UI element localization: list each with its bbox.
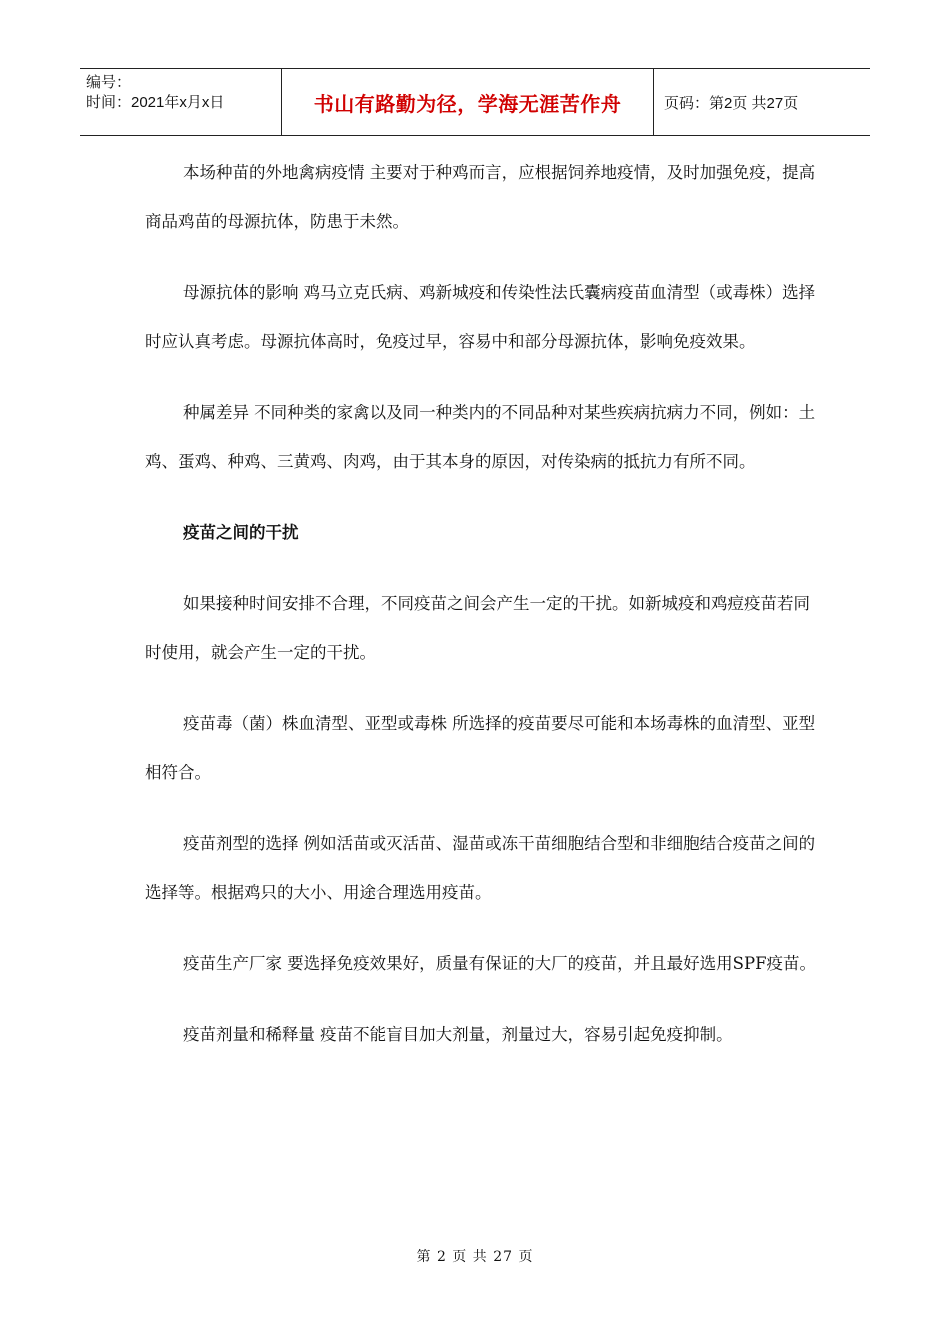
paragraph: [145, 939, 820, 988]
paragraph: [145, 268, 820, 366]
paragraph: [145, 1010, 820, 1059]
paragraph-term: 种属差异: [182, 403, 249, 422]
paragraph-term: 疫苗剂量和稀释量: [182, 1025, 315, 1044]
page-footer: 第 2 页 共 27 页: [416, 1249, 534, 1265]
section-heading: 疫苗之间的干扰: [182, 523, 299, 542]
paragraph-text: 要选择免疫效果好，质量有保证的大厂的疫苗，并且最好选用SPF疫苗。: [281, 954, 817, 973]
document-header: [80, 68, 870, 136]
paragraph-text: 例如活苗或灭活苗、湿苗或冻干苗细胞结合型和非细胞结合疫苗之间的选择等。根据鸡只的大小、用途合理选用疫苗。: [145, 834, 816, 902]
header-motto: 书山有路勤为径，学海无涯苦作舟: [282, 69, 654, 135]
paragraph-term: 本场种苗的外地禽病疫情: [182, 163, 365, 182]
paragraph: [145, 388, 820, 486]
paragraph-text: 所选择的疫苗要尽可能和本场毒株的血清型、亚型相符合。: [145, 714, 816, 782]
header-meta-cell: [80, 69, 282, 135]
paragraph-text: 鸡马立克氏病、鸡新城疫和传染性法氏囊病疫苗血清型（或毒株）选择时应认真考虑。母源抗体高时，免疫过早，容易中和部分母源抗体，影响免疫效果。: [145, 283, 816, 351]
paragraph-term: 疫苗生产厂家: [182, 954, 282, 973]
paragraph-text: 疫苗不能盲目加大剂量，剂量过大，容易引起免疫抑制。: [314, 1025, 733, 1044]
paragraph-term: 疫苗毒（菌）株血清型、亚型或毒株: [182, 714, 447, 733]
paragraph-term: 疫苗剂型的选择: [182, 834, 299, 853]
paragraph: [145, 819, 820, 917]
paragraph-text: 不同种类的家禽以及同一种类内的不同品种对某些疾病抗病力不同，例如：土鸡、蛋鸡、种鸡、三黄鸡、肉鸡，由于其本身的原因，对传染病的抵抗力有所不同。: [145, 403, 816, 471]
paragraph: [145, 699, 820, 797]
paragraph: [145, 148, 820, 246]
serial-label: 编号：: [86, 74, 132, 91]
paragraph: [145, 579, 820, 677]
paragraph-text: 主要对于种鸡而言，应根据饲养地疫情，及时加强免疫，提高商品鸡苗的母源抗体，防患于未然。: [145, 163, 816, 231]
document-body: [145, 148, 820, 1081]
header-page-info: 页码：第2页 共27页: [664, 94, 799, 112]
paragraph-term: 母源抗体的影响: [182, 283, 299, 302]
paragraph-text: 如果接种时间安排不合理，不同疫苗之间会产生一定的干扰。如新城疫和鸡痘疫苗若同时使用，就会产生一定的干扰。: [145, 594, 810, 662]
time-label: 时间：2021年x月x日: [86, 94, 225, 111]
